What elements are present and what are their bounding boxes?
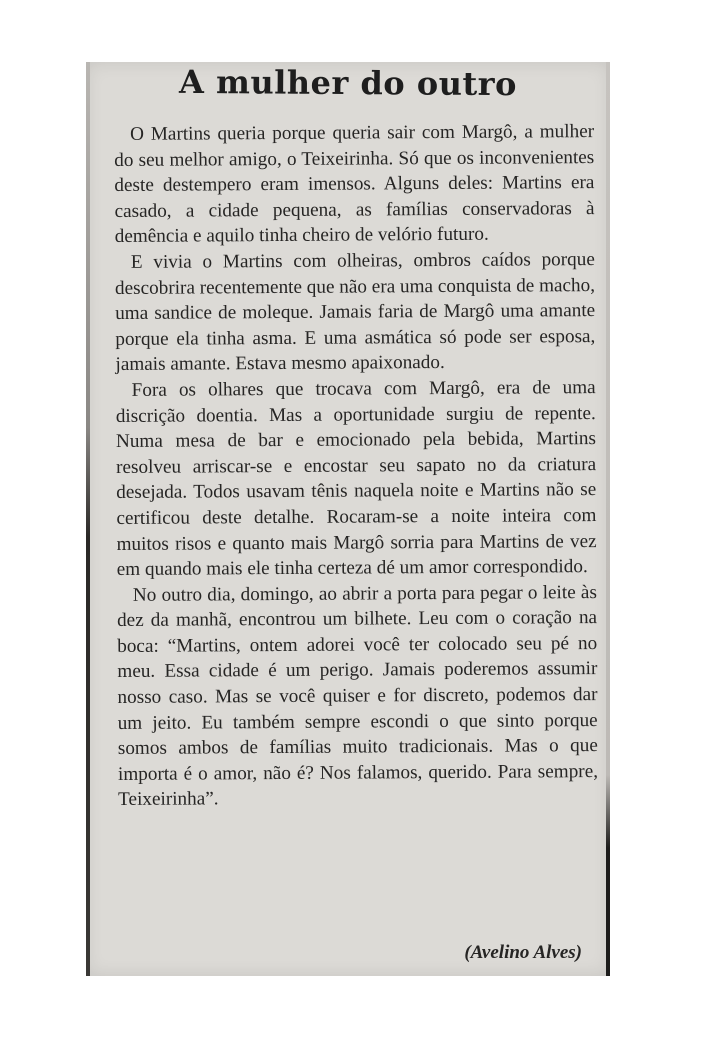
clipping-right-edge: [606, 62, 610, 976]
article-body: [114, 119, 598, 813]
paragraph: E vivia o Martins com olheiras, ombros caídos porque descobrira recentemente que não era uma conquista de macho, uma sandice de moleque. Jamais faria de Margô uma amante porque ela tinha asma. E uma asmática só pode ser esposa, jamais amante. Estava mesmo apaixonado.: [114, 249, 596, 376]
paragraph: No outro dia, domingo, ao abrir a porta para pegar o leite às dez da manhã, encontrou um bilhete. Leu com o coração na boca: “Martins, ontem adorei você ter colocado seu pé no meu. Essa cidade é um perigo. Jamais poderemos assumir nosso caso. Mas se você quiser e for discreto, podemos dar um jeito. Eu também sempre escondi o que sinto porque somos ambos de famílias muito tradicionais. Mas o que importa é o amor, não é? Nos falamos, querido. Para sempre, Teixeirinha”.: [116, 581, 599, 811]
paragraph: Fora os olhares que trocava com Margô, era de uma discrição doentia. Mas a oportunidade surgiu de repente. Numa mesa de bar e emocionado pela bebida, Martins resolveu arriscar-se e encostar seu sapato no da criatura desejada. Todos usavam tênis naquela noite e Martins não se certificou deste detalhe. Rocaram-se a noite inteira com muitos risos e quanto mais Margô sorria para Martins de vez em quando mais ele tinha certeza dé um amor correspondido.: [115, 377, 597, 581]
author-byline: (Avelino Alves): [464, 942, 582, 963]
article-title: A mulher do outro: [178, 62, 518, 104]
newspaper-clipping: [86, 62, 610, 976]
paragraph: O Martins queria porque queria sair com Margô, a mulher do seu melhor amigo, o Teixeirinha. Só que os inconvenientes deste destempero eram imensos. Alguns deles: Martins era casado, a cidade pequena, as famílias conservadoras à demência e aquilo tinha cheiro de velório futuro.: [114, 121, 595, 248]
clipping-left-edge: [86, 62, 90, 976]
